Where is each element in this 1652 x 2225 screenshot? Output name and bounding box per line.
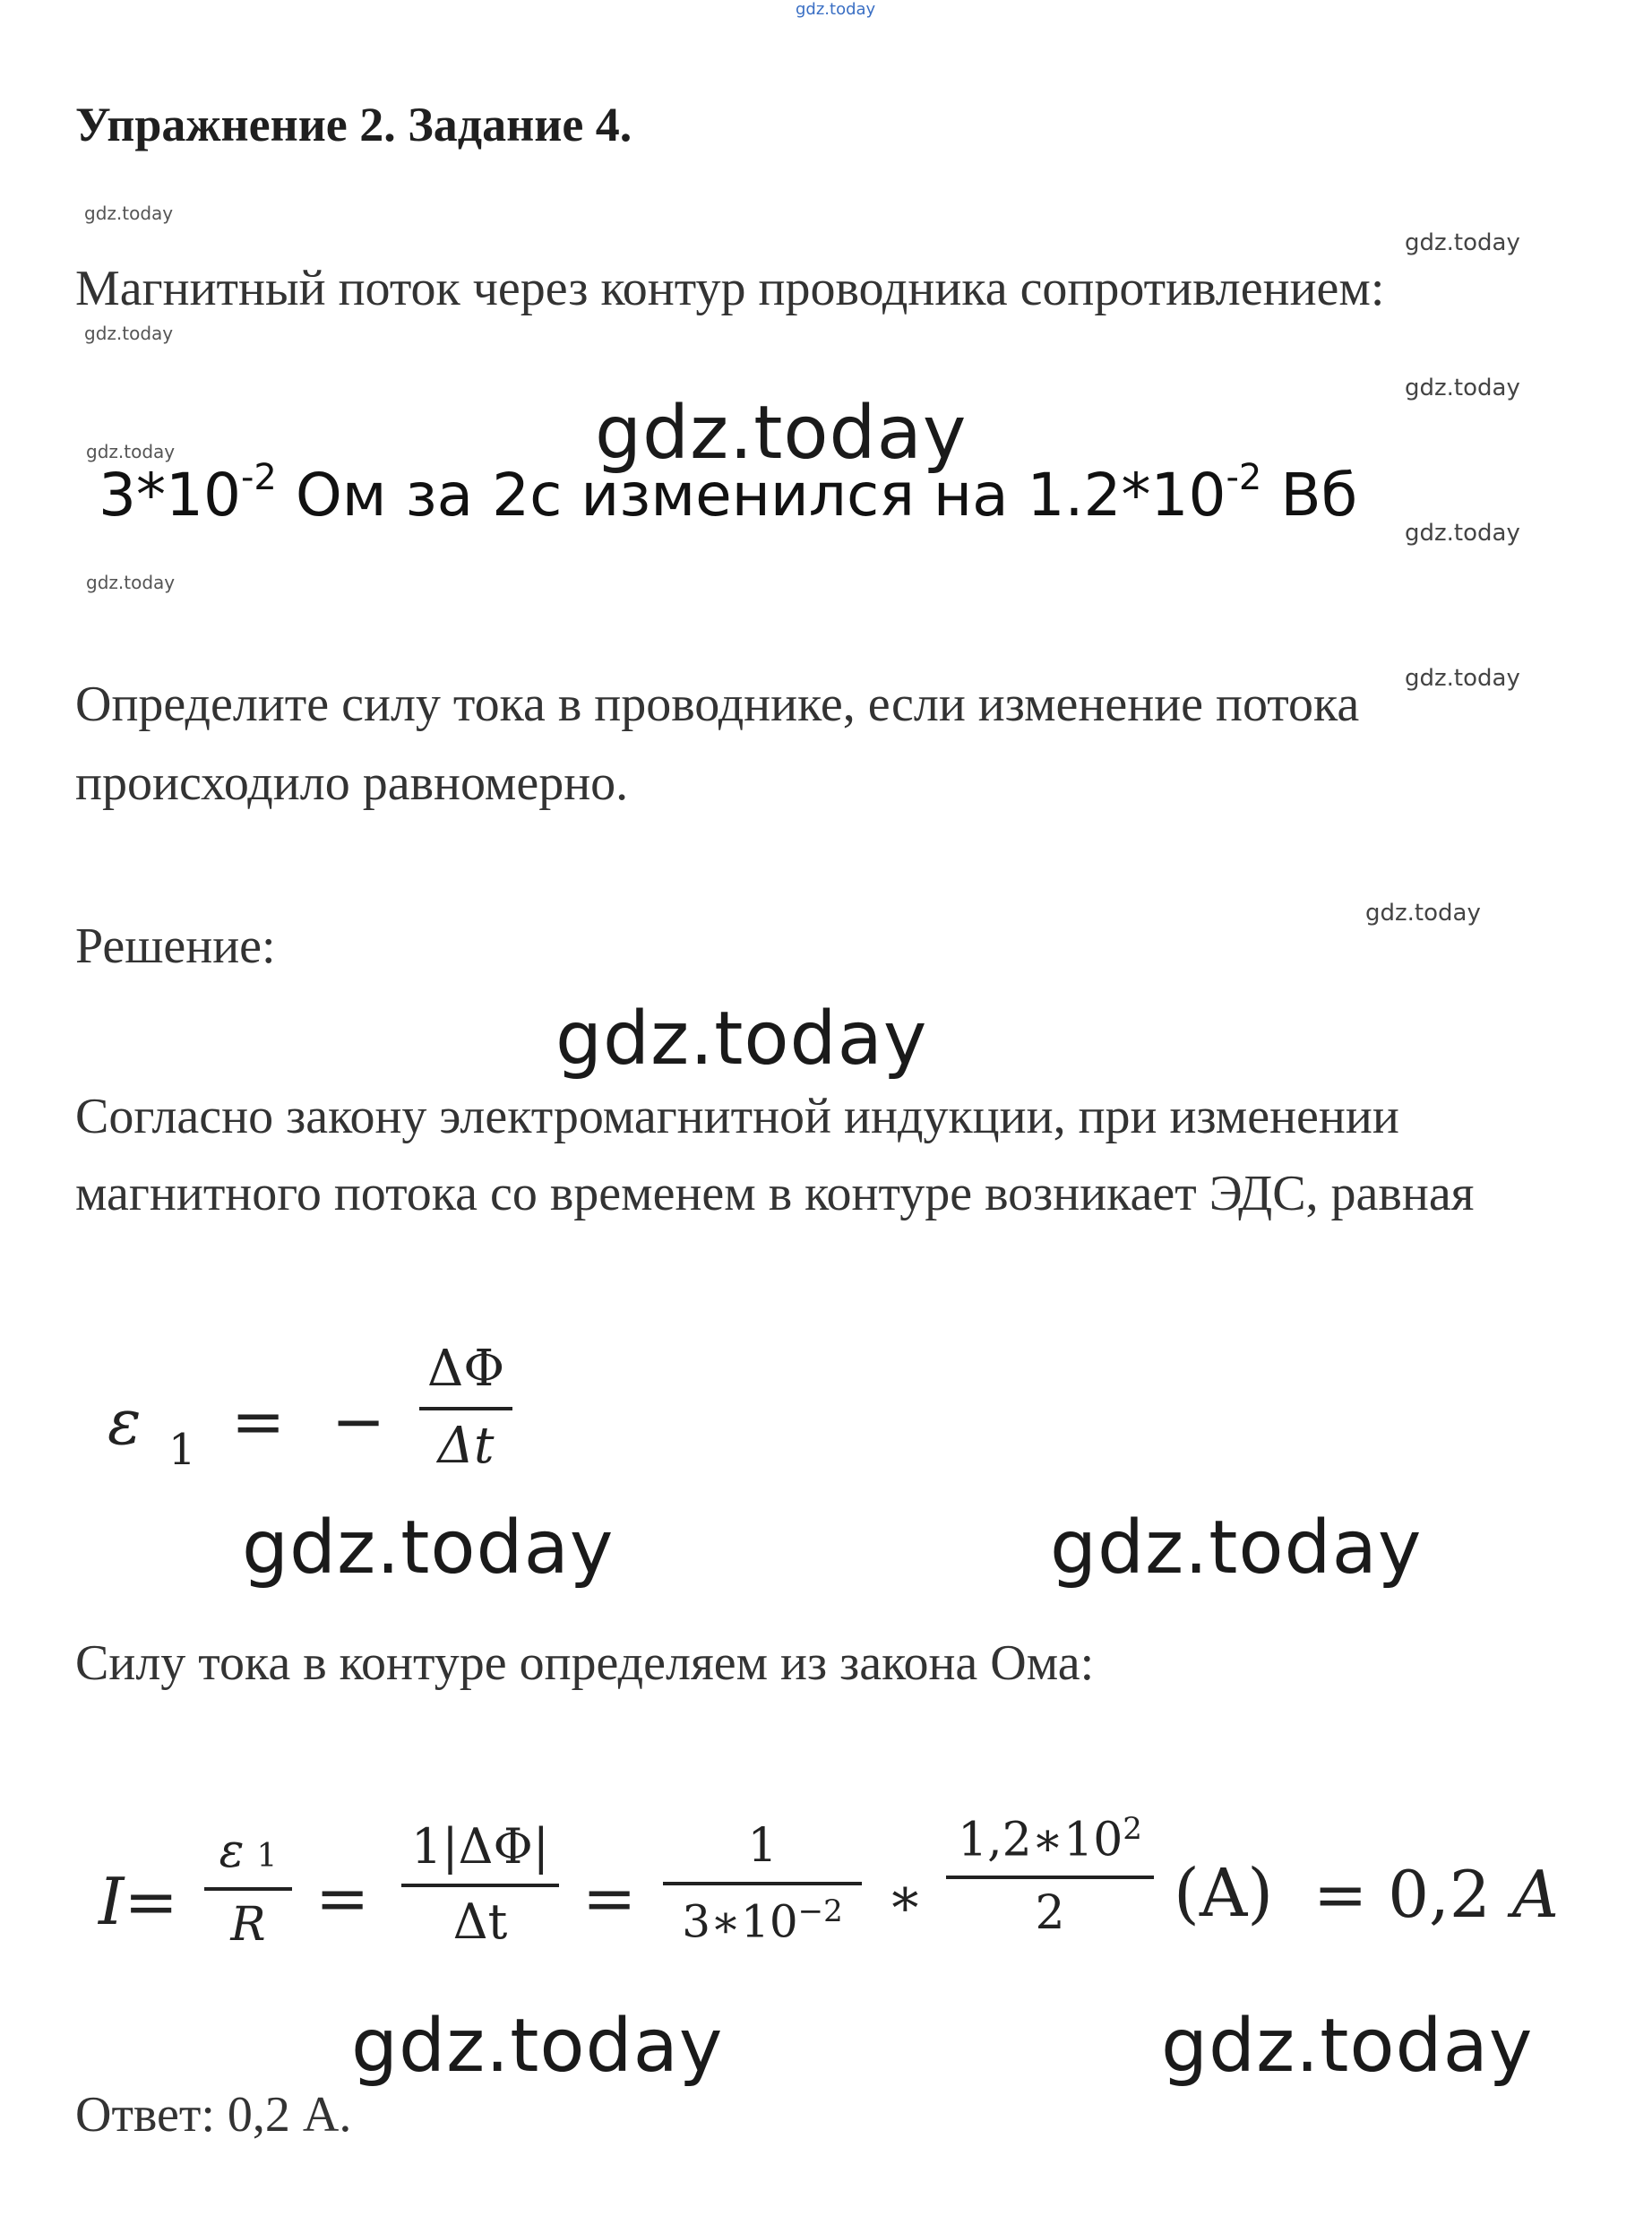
answer: Ответ: 0,2 А. — [75, 2087, 352, 2143]
emf-subscript: 1 — [168, 1425, 196, 1475]
watermark-big: gdz.today — [242, 1505, 615, 1591]
fraction-denominator: 2 — [1035, 1886, 1065, 1941]
unit-ampere: (A) — [1174, 1855, 1274, 1932]
one-over-resistance-fraction — [663, 1819, 862, 1948]
emf-over-resistance-fraction — [204, 1824, 292, 1952]
problem-line-1: Магнитный поток через контур проводника сопротивлением: — [75, 261, 1385, 316]
given-values — [99, 457, 1358, 530]
watermark-big: gdz.today — [555, 996, 928, 1082]
watermark-small: gdz.today — [1405, 229, 1520, 256]
fraction-numerator: ΔΦ — [426, 1340, 505, 1398]
minus-sign: − — [331, 1384, 386, 1459]
flux-over-time-fraction — [419, 1340, 512, 1475]
watermark-big: gdz.today — [595, 391, 968, 476]
exercise-heading: Упражнение 2. Задание 4. — [75, 98, 632, 151]
equals-sign: = — [315, 1860, 370, 1936]
watermark-small: gdz.today — [1365, 900, 1481, 927]
equals-sign: = — [582, 1860, 637, 1936]
equals-sign: = — [231, 1384, 286, 1459]
watermark-small: gdz.today — [1405, 520, 1520, 547]
denominator-exponent: −2 — [797, 1893, 843, 1929]
fraction-bar — [663, 1882, 862, 1885]
current-symbol: I= — [99, 1864, 178, 1939]
solution-text-1: Согласно закону электромагнитной индукции, при изменении — [75, 1089, 1399, 1144]
fraction-bar — [419, 1407, 512, 1410]
watermark-small: gdz.today — [86, 441, 176, 462]
watermark-big: gdz.today — [1161, 2004, 1534, 2089]
fraction-numerator: 1|ΔΦ| — [410, 1818, 549, 1875]
fraction-bar — [204, 1887, 292, 1891]
watermark-small: gdz.today — [84, 203, 174, 224]
emf-symbol: ε — [108, 1385, 142, 1459]
fraction-denominator: Δt — [437, 1417, 495, 1475]
fraction-numerator: 1,2∗10 — [958, 1813, 1123, 1867]
solution-label: Решение: — [75, 918, 276, 974]
fraction-numerator: ε — [219, 1824, 245, 1878]
problem-line-2: Определите силу тока в проводнике, если изменение потока — [75, 677, 1360, 732]
problem-line-3: происходило равномерно. — [75, 755, 629, 811]
fraction-denominator: R — [230, 1898, 266, 1952]
fraction-bar — [946, 1876, 1154, 1879]
given-resistance-exponent: -2 — [240, 457, 277, 498]
fraction-numerator: 1 — [747, 1819, 778, 1873]
watermark-top: gdz.today — [796, 0, 876, 19]
result-value: = 0,2 — [1313, 1857, 1491, 1932]
given-flux-exponent: -2 — [1226, 457, 1262, 498]
watermark-big: gdz.today — [351, 2004, 724, 2089]
solution-text-3: Силу тока в контуре определяем из закона Ома: — [75, 1635, 1095, 1691]
watermark-small: gdz.today — [1405, 665, 1520, 692]
given-unit: Вб — [1261, 461, 1358, 530]
flux-over-time-values-fraction — [946, 1811, 1154, 1941]
fraction-bar — [401, 1884, 559, 1887]
fraction-denominator: Δt — [452, 1893, 508, 1950]
fraction-denominator: 3∗10 — [682, 1895, 798, 1948]
numerator-subscript: 1 — [256, 1838, 278, 1875]
numerator-exponent: 2 — [1123, 1811, 1142, 1847]
solution-text-2: магнитного потока со временем в контуре возникает ЭДС, равная — [75, 1166, 1475, 1221]
given-resistance: 3*10 — [99, 461, 241, 530]
watermark-big: gdz.today — [1050, 1505, 1423, 1591]
watermark-small: gdz.today — [1405, 375, 1520, 401]
result-unit: A — [1512, 1857, 1559, 1932]
watermark-small: gdz.today — [84, 323, 174, 344]
multiply-sign: ∗ — [887, 1867, 924, 1929]
given-text: Ом за 2с изменился на 1.2*10 — [276, 461, 1226, 530]
watermark-small: gdz.today — [86, 572, 176, 593]
flux-over-time-fraction — [401, 1818, 559, 1950]
